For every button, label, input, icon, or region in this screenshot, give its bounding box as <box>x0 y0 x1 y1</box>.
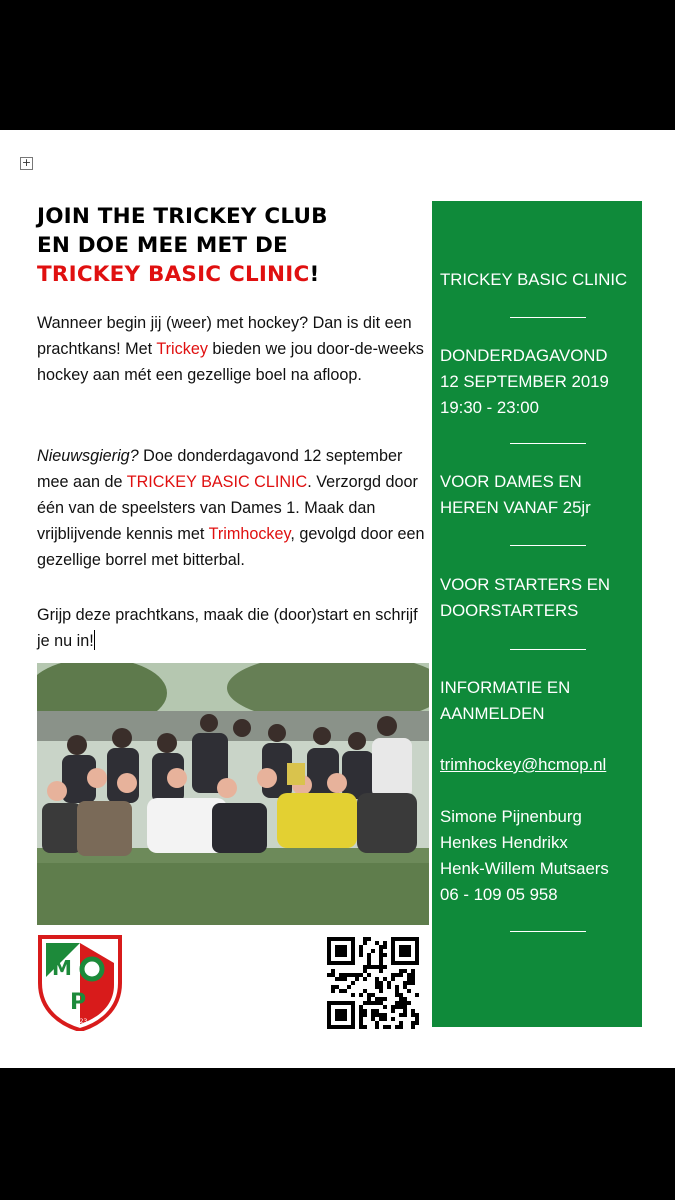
details-trimhockey: Trimhockey <box>208 525 291 543</box>
sidebar-starters <box>440 572 640 624</box>
cta-line-1: Grijp deze prachtkans, maak die (door)start en schrijf <box>37 606 418 624</box>
sidebar-audience-line-2: HEREN VANAF 25jr <box>440 498 591 517</box>
details-text-c: , gevolgd door een gezellige borrel met bitterbal. <box>37 525 425 569</box>
details-text-b: . Verzorgd door één van de speelsters van Dames 1. Maak dan vrijblijvende kennis met <box>37 473 418 543</box>
heading-red-text: TRICKEY BASIC CLINIC <box>37 262 310 287</box>
cta-line-2: je nu in! <box>37 632 94 650</box>
logo-letter-m: M <box>52 956 72 980</box>
sidebar-time: 19:30 - 23:00 <box>440 398 539 417</box>
sidebar-info-line-1: INFORMATIE EN <box>440 678 571 697</box>
qr-code <box>327 937 419 1029</box>
cta-paragraph <box>37 602 432 654</box>
info-sidebar <box>432 201 642 1027</box>
sidebar-starters-line-1: VOOR STARTERS EN <box>440 575 611 594</box>
sidebar-divider <box>510 931 586 932</box>
sidebar-contacts <box>440 804 640 908</box>
club-logo <box>36 933 124 1031</box>
heading-line-1: JOIN THE TRICKEY CLUB <box>37 204 328 229</box>
details-paragraph <box>37 443 432 573</box>
table-move-handle-icon[interactable]: + <box>21 156 32 169</box>
contact-name-2: Henkes Hendrikx <box>440 833 568 852</box>
details-clinic-name: TRICKEY BASIC CLINIC <box>126 473 308 491</box>
heading-line-3 <box>37 260 427 289</box>
intro-paragraph <box>37 310 432 388</box>
details-text-a: Doe donderdagavond 12 september mee aan de <box>37 447 403 491</box>
flyer-heading <box>37 202 427 289</box>
contact-name-1: Simone Pijnenburg <box>440 807 582 826</box>
heading-line-2: EN DOE MEE MET DE <box>37 233 288 258</box>
sidebar-date-line-2: 12 SEPTEMBER 2019 <box>440 372 609 391</box>
sidebar-date-line-1: DONDERDAGAVOND <box>440 346 608 365</box>
intro-trickey: Trickey <box>156 340 208 358</box>
logo-letter-p: P <box>70 990 87 1015</box>
sidebar-divider <box>510 545 586 546</box>
team-photo <box>37 663 429 925</box>
logo-year: 1923 <box>72 1018 88 1025</box>
sidebar-info <box>440 675 640 727</box>
contact-phone: 06 - 109 05 958 <box>440 885 558 904</box>
sidebar-info-line-2: AANMELDEN <box>440 704 545 723</box>
contact-name-3: Henk-Willem Mutsaers <box>440 859 609 878</box>
details-italic: Nieuwsgierig? <box>37 447 139 465</box>
text-cursor <box>94 630 95 650</box>
sidebar-starters-line-2: DOORSTARTERS <box>440 601 579 620</box>
sidebar-divider <box>510 317 586 318</box>
sidebar-divider <box>510 443 586 444</box>
sidebar-title: TRICKEY BASIC CLINIC <box>440 270 628 289</box>
sidebar-email-link[interactable]: trimhockey@hcmop.nl <box>440 755 607 774</box>
sidebar-date-block <box>440 343 640 421</box>
sidebar-divider <box>510 649 586 650</box>
intro-text-b: bieden we jou door-de-weeks hockey aan mét een gezellige boel na afloop. <box>37 340 424 384</box>
heading-exclamation: ! <box>309 262 320 287</box>
sidebar-audience-line-1: VOOR DAMES EN <box>440 472 582 491</box>
sidebar-audience <box>440 469 640 521</box>
flyer-page <box>0 130 675 1068</box>
intro-text-a: Wanneer begin jij (weer) met hockey? Dan is dit een prachtkans! Met <box>37 314 412 358</box>
